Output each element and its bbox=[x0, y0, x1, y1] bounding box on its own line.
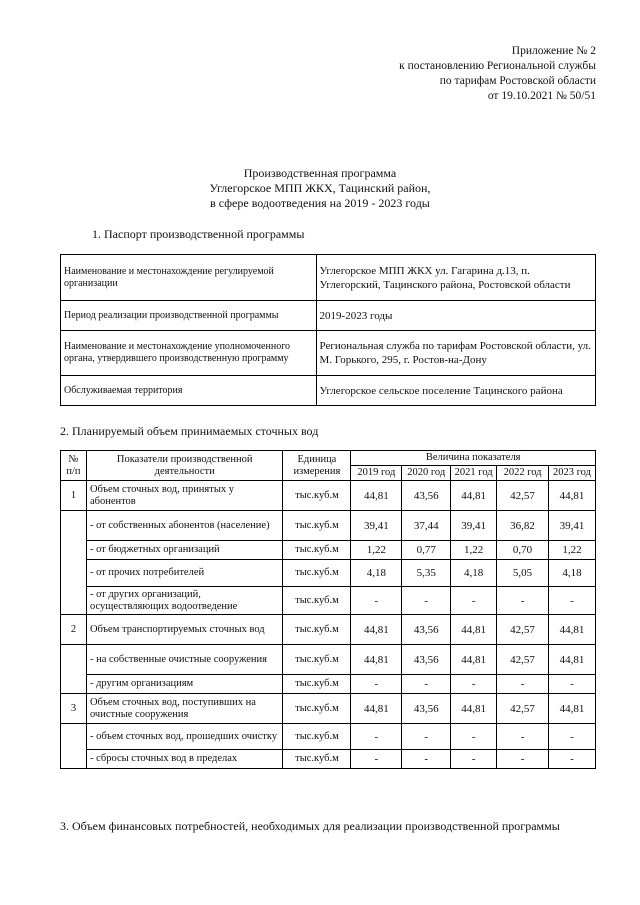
column-header-year: 2021 год bbox=[451, 466, 497, 481]
document-title bbox=[0, 166, 640, 211]
passport-label: Период реализации производственной программы bbox=[61, 301, 317, 331]
value-cell: 39,41 bbox=[351, 511, 402, 541]
value-cell: 37,44 bbox=[402, 511, 451, 541]
title-line: Производственная программа bbox=[243, 166, 397, 180]
indicator-name: - сбросы сточных вод в пределах bbox=[86, 750, 283, 769]
value-cell: - bbox=[351, 675, 402, 694]
passport-row bbox=[61, 376, 596, 406]
table-row bbox=[61, 675, 596, 694]
indicator-name: - от других организаций, осуществляющих водоотведение bbox=[86, 587, 283, 615]
appendix-line: к постановлению Региональной службы bbox=[399, 60, 596, 72]
table-row bbox=[61, 694, 596, 724]
row-number: 1 bbox=[61, 481, 87, 511]
table-row bbox=[61, 511, 596, 541]
row-number bbox=[61, 511, 87, 615]
column-header-year: 2023 год bbox=[549, 466, 596, 481]
value-cell: - bbox=[402, 587, 451, 615]
value-cell: 44,81 bbox=[351, 694, 402, 724]
value-cell: 5,35 bbox=[402, 560, 451, 587]
value-cell: - bbox=[549, 675, 596, 694]
column-header-indicator: Показатели производственной деятельности bbox=[86, 451, 283, 481]
passport-row bbox=[61, 255, 596, 301]
unit-cell: тыс.куб.м bbox=[283, 615, 351, 645]
value-cell: 0,77 bbox=[402, 541, 451, 560]
indicator-name: - от прочих потребителей bbox=[86, 560, 283, 587]
value-cell: 5,05 bbox=[497, 560, 549, 587]
value-cell: 1,22 bbox=[351, 541, 402, 560]
passport-value: Региональная служба по тарифам Ростовской области, ул. М. Горького, 295, г. Ростов-на-Дону bbox=[316, 331, 595, 376]
section-1-heading: 1. Паспорт производственной программы bbox=[92, 227, 305, 241]
value-cell: 4,18 bbox=[451, 560, 497, 587]
value-cell: 36,82 bbox=[497, 511, 549, 541]
unit-cell: тыс.куб.м bbox=[283, 587, 351, 615]
value-cell: - bbox=[451, 675, 497, 694]
value-cell: - bbox=[497, 587, 549, 615]
value-cell: - bbox=[451, 750, 497, 769]
unit-cell: тыс.куб.м bbox=[283, 694, 351, 724]
column-header-value: Величина показателя bbox=[351, 451, 596, 466]
value-cell: 43,56 bbox=[402, 645, 451, 675]
value-cell: - bbox=[402, 675, 451, 694]
passport-row bbox=[61, 331, 596, 376]
appendix-line: Приложение № 2 bbox=[511, 45, 596, 57]
volume-table-body bbox=[61, 481, 596, 769]
table-row bbox=[61, 541, 596, 560]
value-cell: 44,81 bbox=[451, 615, 497, 645]
value-cell: 44,81 bbox=[351, 645, 402, 675]
value-cell: 4,18 bbox=[549, 560, 596, 587]
value-cell: 44,81 bbox=[549, 645, 596, 675]
passport-label: Обслуживаемая территория bbox=[61, 376, 317, 406]
value-cell: 44,81 bbox=[549, 615, 596, 645]
value-cell: - bbox=[549, 724, 596, 750]
row-number bbox=[61, 645, 87, 694]
value-cell: - bbox=[497, 750, 549, 769]
unit-cell: тыс.куб.м bbox=[283, 511, 351, 541]
unit-cell: тыс.куб.м bbox=[283, 750, 351, 769]
value-cell: 44,81 bbox=[451, 481, 497, 511]
value-cell: 39,41 bbox=[451, 511, 497, 541]
passport-value: Углегорское МПП ЖКХ ул. Гагарина д.13, п. Углегорский, Тацинского района, Ростовской области bbox=[316, 255, 595, 301]
volume-table bbox=[60, 450, 596, 769]
unit-cell: тыс.куб.м bbox=[283, 541, 351, 560]
passport-value: 2019-2023 годы bbox=[316, 301, 595, 331]
value-cell: 44,81 bbox=[351, 481, 402, 511]
table-row bbox=[61, 615, 596, 645]
table-row bbox=[61, 587, 596, 615]
value-cell: 42,57 bbox=[497, 645, 549, 675]
table-header-row bbox=[61, 451, 596, 466]
row-number: 2 bbox=[61, 615, 87, 645]
value-cell: 1,22 bbox=[549, 541, 596, 560]
passport-label: Наименование и местонахождение уполномоченного органа, утвердившего производственную программу bbox=[61, 331, 317, 376]
indicator-name: - объем сточных вод, прошедших очистку bbox=[86, 724, 283, 750]
table-row bbox=[61, 724, 596, 750]
indicator-name: - другим организациям bbox=[86, 675, 283, 694]
value-cell: - bbox=[549, 750, 596, 769]
table-row bbox=[61, 645, 596, 675]
row-number: 3 bbox=[61, 694, 87, 724]
table-row bbox=[61, 481, 596, 511]
passport-value: Углегорское сельское поселение Тацинского района bbox=[316, 376, 595, 406]
appendix-line: по тарифам Ростовской области bbox=[439, 75, 596, 87]
value-cell: - bbox=[402, 750, 451, 769]
value-cell: 1,22 bbox=[451, 541, 497, 560]
unit-cell: тыс.куб.м bbox=[283, 560, 351, 587]
row-number bbox=[61, 724, 87, 769]
value-cell: 43,56 bbox=[402, 615, 451, 645]
unit-cell: тыс.куб.м bbox=[283, 645, 351, 675]
value-cell: - bbox=[451, 587, 497, 615]
value-cell: - bbox=[402, 724, 451, 750]
value-cell: 42,57 bbox=[497, 615, 549, 645]
value-cell: - bbox=[549, 587, 596, 615]
value-cell: - bbox=[351, 587, 402, 615]
table-row bbox=[61, 560, 596, 587]
indicator-name: Объем транспортируемых сточных вод bbox=[86, 615, 283, 645]
value-cell: 42,57 bbox=[497, 481, 549, 511]
indicator-name: Объем сточных вод, принятых у абонентов bbox=[86, 481, 283, 511]
indicator-name: Объем сточных вод, поступивших на очистные сооружения bbox=[86, 694, 283, 724]
title-line: в сфере водоотведения на 2019 - 2023 годы bbox=[210, 196, 430, 210]
table-row bbox=[61, 750, 596, 769]
section-2-heading: 2. Планируемый объем принимаемых сточных вод bbox=[60, 424, 319, 438]
value-cell: 44,81 bbox=[451, 645, 497, 675]
section-3-heading: 3. Объем финансовых потребностей, необходимых для реализации производственной программы bbox=[60, 819, 560, 833]
column-header-year: 2022 год bbox=[497, 466, 549, 481]
indicator-name: - от бюджетных организаций bbox=[86, 541, 283, 560]
passport-label: Наименование и местонахождение регулируемой организации bbox=[61, 255, 317, 301]
passport-row bbox=[61, 301, 596, 331]
unit-cell: тыс.куб.м bbox=[283, 481, 351, 511]
value-cell: 43,56 bbox=[402, 694, 451, 724]
value-cell: 0,70 bbox=[497, 541, 549, 560]
indicator-name: - от собственных абонентов (население) bbox=[86, 511, 283, 541]
value-cell: - bbox=[497, 724, 549, 750]
value-cell: 43,56 bbox=[402, 481, 451, 511]
appendix-header bbox=[399, 44, 596, 104]
column-header-year: 2020 год bbox=[402, 466, 451, 481]
title-line: Углегорское МПП ЖКХ, Тацинский район, bbox=[209, 181, 431, 195]
value-cell: 44,81 bbox=[451, 694, 497, 724]
column-header-year: 2019 год bbox=[351, 466, 402, 481]
value-cell: 44,81 bbox=[549, 694, 596, 724]
value-cell: - bbox=[351, 750, 402, 769]
value-cell: - bbox=[497, 675, 549, 694]
value-cell: - bbox=[451, 724, 497, 750]
passport-table bbox=[60, 254, 596, 406]
value-cell: - bbox=[351, 724, 402, 750]
value-cell: 4,18 bbox=[351, 560, 402, 587]
unit-cell: тыс.куб.м bbox=[283, 675, 351, 694]
appendix-line: от 19.10.2021 № 50/51 bbox=[487, 90, 596, 102]
value-cell: 39,41 bbox=[549, 511, 596, 541]
unit-cell: тыс.куб.м bbox=[283, 724, 351, 750]
column-header-num: № п/п bbox=[61, 451, 87, 481]
value-cell: 42,57 bbox=[497, 694, 549, 724]
column-header-unit: Единица измерения bbox=[283, 451, 351, 481]
indicator-name: - на собственные очистные сооружения bbox=[86, 645, 283, 675]
value-cell: 44,81 bbox=[549, 481, 596, 511]
value-cell: 44,81 bbox=[351, 615, 402, 645]
